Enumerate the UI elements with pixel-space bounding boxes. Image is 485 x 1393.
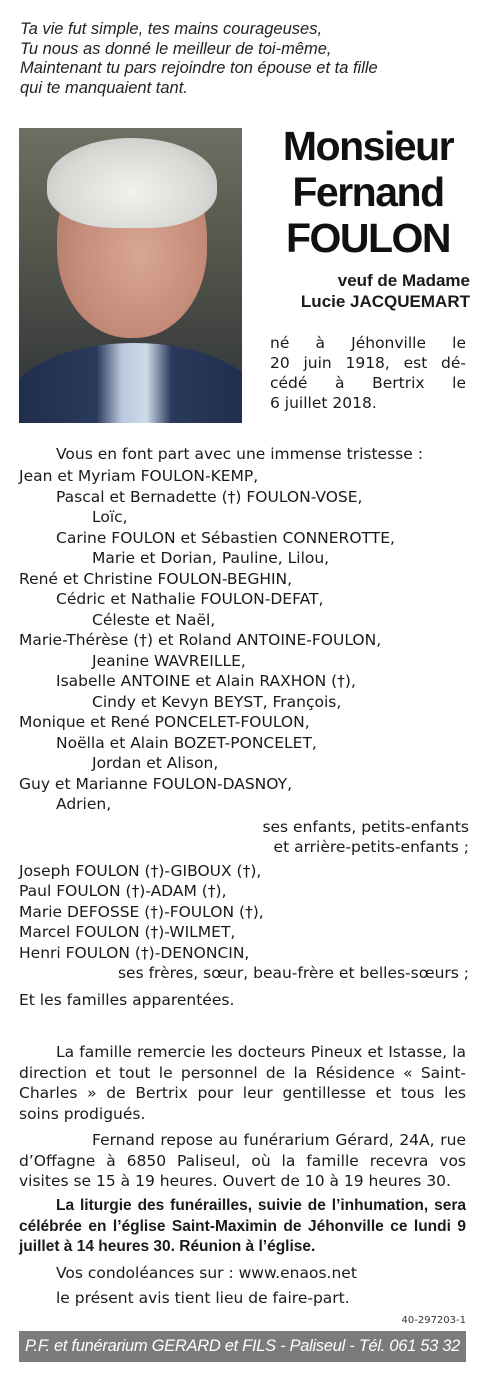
family-member: Carine FOULON et Sébastien CONNEROTTE,	[56, 528, 395, 547]
related-families: Et les familles apparentées.	[19, 990, 235, 1009]
sibling: Paul FOULON (†)-ADAM (†),	[19, 882, 227, 900]
liturgy-paragraph: La liturgie des funérailles, suivie de l’inhumation, sera célébrée en l’église Saint-Maximin de Jéhonville ce lundi 9 juillet à 14 heures 30. Réunion à l’église.	[19, 1197, 466, 1255]
family-member: Jeanine WAVREILLE,	[92, 651, 246, 670]
birth-line-4: 6 juillet 2018.	[270, 394, 377, 412]
family-member: Céleste et Naël,	[92, 610, 216, 629]
family-list	[19, 466, 469, 1010]
family-member: Guy et Marianne FOULON-DASNOY,	[19, 774, 293, 793]
repose-paragraph: Fernand repose au funérarium Gérard, 24A, rue d’Offagne à 6850 Paliseul, où la famille recevra vos visites se 15 à 19 heures. Ouvert de 10 à 19 heures 30.	[19, 1131, 466, 1190]
reference-number: 40-297203-1	[401, 1315, 466, 1326]
poem	[20, 20, 470, 98]
children-summary-1: ses enfants, petits-enfants	[262, 817, 469, 836]
portrait-hair	[47, 138, 217, 228]
intro-text: Vous en font part avec une immense tristesse :	[56, 445, 423, 463]
family-member: Jordan et Alison,	[92, 754, 219, 772]
family-member: René et Christine FOULON-BEGHIN,	[19, 569, 293, 588]
sibling: Marie DEFOSSE (†)-FOULON (†),	[19, 902, 264, 921]
name-title: Monsieur	[282, 123, 454, 169]
birth-line-1: né à Jéhonville le	[270, 334, 466, 352]
sibling: Marcel FOULON (†)-WILMET,	[19, 923, 236, 941]
portrait-photo	[19, 128, 242, 423]
family-member: Cédric et Nathalie FOULON-DEFAT,	[56, 590, 324, 608]
name-first: Fernand	[292, 169, 444, 215]
family-member: Marie et Dorian, Pauline, Lilou,	[92, 549, 330, 567]
family-member: Jean et Myriam FOULON-KEMP,	[19, 467, 259, 485]
birth-death-info	[270, 333, 466, 413]
poem-line: qui te manquaient tant.	[20, 78, 188, 97]
sibling: Henri FOULON (†)-DENONCIN,	[19, 943, 250, 962]
family-member: Adrien,	[56, 795, 112, 813]
siblings-summary: ses frères, sœur, beau-frère et belles-sœurs ;	[117, 964, 469, 982]
notice-line: le présent avis tient lieu de faire-part.	[56, 1289, 350, 1307]
family-member: Loïc,	[92, 508, 128, 526]
family-member: Cindy et Kevyn BEYST, François,	[92, 692, 342, 711]
sibling: Joseph FOULON (†)-GIBOUX (†),	[19, 861, 262, 880]
portrait-body	[19, 343, 242, 423]
family-member: Noëlla et Alain BOZET-PONCELET,	[56, 733, 317, 752]
widower-of	[258, 270, 470, 312]
poem-line: Ta vie fut simple, tes mains courageuses,	[20, 20, 323, 38]
funeral-home-footer: P.F. et funérarium GERARD et FILS - Paliseul - Tél. 061 53 32 84	[19, 1331, 466, 1362]
birth-line-3: cédé à Bertrix le	[270, 374, 466, 392]
children-summary-2: et arrière-petits-enfants ;	[273, 838, 469, 856]
widower-line-2: Lucie JACQUEMART	[300, 292, 470, 311]
deceased-name	[268, 123, 468, 261]
name-last: FOULON	[285, 215, 451, 261]
birth-line-2: 20 juin 1918, est dé-	[270, 354, 466, 372]
family-member: Marie-Thérèse (†) et Roland ANTOINE-FOULON,	[19, 631, 382, 649]
family-member: Monique et René PONCELET-FOULON,	[19, 713, 310, 731]
poem-line: Tu nous as donné le meilleur de toi-même,	[20, 39, 332, 58]
family-member: Isabelle ANTOINE et Alain RAXHON (†),	[56, 672, 356, 690]
widower-line-1: veuf de Madame	[337, 271, 470, 290]
family-member: Pascal et Bernadette (†) FOULON-VOSE,	[56, 487, 363, 506]
condolences-line: Vos condoléances sur : www.enaos.net	[56, 1264, 357, 1282]
poem-line: Maintenant tu pars rejoindre ton épouse et ta fille	[20, 59, 378, 77]
thanks-paragraph: La famille remercie les docteurs Pineux et Istasse, la direction et tout le personnel de la Résidence « Saint-Charles » de Bertrix pour leur gentillesse et tous les soins prodigués.	[19, 1043, 466, 1123]
